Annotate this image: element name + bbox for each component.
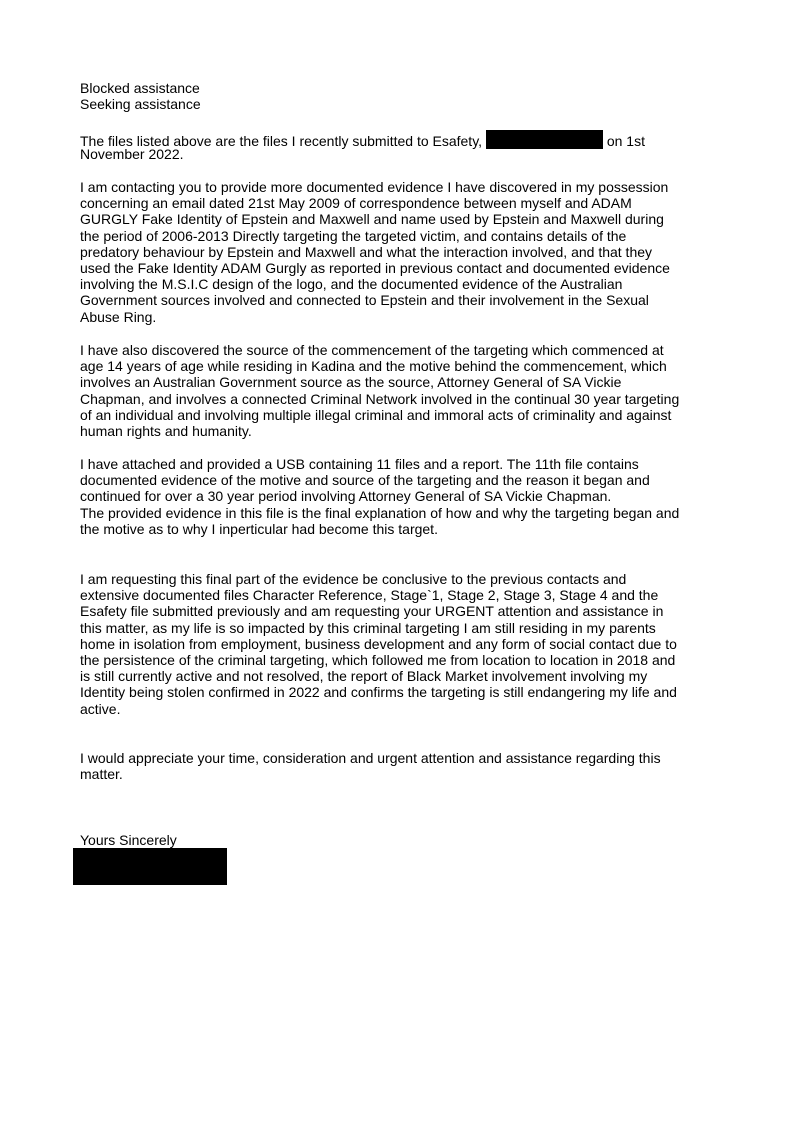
paragraph-appreciation: I would appreciate your time, consideration and urgent attention and assistance regarding this matter. (80, 750, 661, 783)
redacted-signature (73, 848, 227, 885)
header-line-seeking: Seeking assistance (80, 96, 201, 112)
intro-text-after: on 1st (606, 133, 645, 149)
intro-line-2: November 2022. (80, 146, 184, 162)
paragraph-request: I am requesting this final part of the evidence be conclusive to the previous contacts and extensive documented files Character Reference, Stage`1, Stage 2, Stage 3, Stage 4 and the Esafety file submitted previously and am requesting your URGENT attention and assistance in this matter, as my life is so impacted by this criminal targeting I am still residing in my parents home in isolation from employment, business development and any form of social contact due to the persistence of the criminal targeting, which followed me from location to location in 2018 and is still currently active and not resolved, the report of Black Market involvement involving my Identity being stolen confirmed in 2022 and confirms the targeting is still endangering my life and active. (80, 571, 677, 717)
paragraph-source: I have also discovered the source of the commencement of the targeting which commenced at age 14 years of age while residing in Kadina and the motive behind the commencement, which involves an Australian Government source as the source, Attorney General of SA Vickie Chapman, and involves a connected Criminal Network involved in the continual 30 year targeting of an individual and involving multiple illegal criminal and immoral acts of criminality and against human rights and humanity. (80, 342, 680, 440)
closing-salutation: Yours Sincerely (80, 832, 177, 848)
header-line-blocked: Blocked assistance (80, 80, 200, 96)
intro-text-before: The files listed above are the files I recently submitted to Esafety, (80, 133, 483, 149)
paragraph-usb: I have attached and provided a USB containing 11 files and a report. The 11th file contains documented evidence of the motive and source of the targeting and the reason it began and continued for over a 30 year period involving Attorney General of SA Vickie Chapman. The provided evidence in this file is the final explanation of how and why the targeting began and the motive as to why I inperticular had become this target. (80, 456, 680, 537)
paragraph-evidence: I am contacting you to provide more documented evidence I have discovered in my possession concerning an email dated 21st May 2009 of correspondence between myself and ADAM GURGLY Fake Identity of Epstein and Maxwell and name used by Epstein and Maxwell during the period of 2006-2013 Directly targeting the targeted victim, and contains details of the predatory behaviour by Epstein and Maxwell and what the interaction involved, and that they used the Fake Identity ADAM Gurgly as reported in previous contact and documented evidence involving the M.S.I.C design of the logo, and the documented evidence of the Australian Government sources involved and connected to Epstein and their involvement in the Sexual Abuse Ring. (80, 179, 670, 325)
